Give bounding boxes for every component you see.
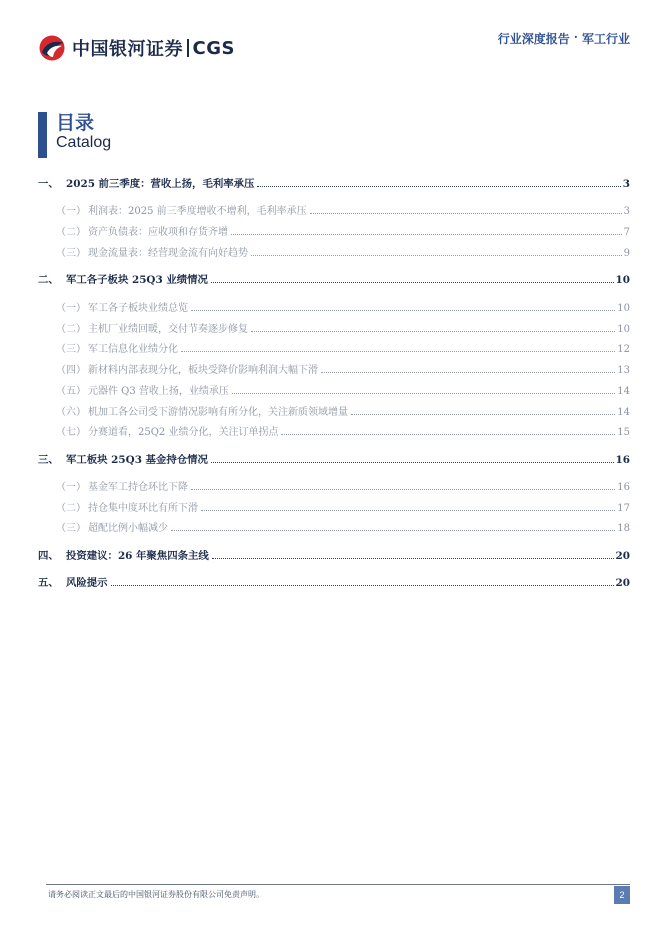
toc-entry[interactable]: [38, 244, 630, 259]
toc-entry-title: 持仓集中度环比有所下滑: [88, 503, 198, 514]
logo-text-cn: 中国银河证券: [72, 39, 183, 60]
toc-entry-title: 资产负债表：应收项和存货齐增: [88, 227, 228, 238]
toc-entry-title: 分赛道看，25Q2 业绩分化，关注订单拐点: [88, 427, 279, 438]
toc-dot-leader: [251, 331, 615, 332]
toc-entry[interactable]: [38, 361, 630, 376]
toc-entry[interactable]: [38, 547, 630, 562]
toc-entry[interactable]: [38, 175, 630, 190]
toc-entry-title: 军工各子板块 25Q3 业绩情况: [66, 274, 208, 286]
footer-disclaimer: 请务必阅读正文最后的中国银河证券股份有限公司免责声明。: [48, 890, 264, 899]
toc-entry-page: 18: [617, 523, 630, 534]
toc-entry-number: （三）: [56, 344, 86, 355]
toc-entry-title: 现金流量表：经营现金流有向好趋势: [88, 248, 248, 259]
toc-entry[interactable]: [38, 423, 630, 438]
toc-dot-leader: [201, 510, 615, 511]
toc-entry-number: （一）: [56, 206, 86, 217]
toc-entry[interactable]: [38, 271, 630, 286]
toc-entry-number: 五、: [38, 577, 59, 589]
toc-entry-title: 利润表：2025 前三季度增收不增利，毛利率承压: [88, 206, 307, 217]
toc-entry-page: 9: [623, 248, 630, 259]
toc-entry-number: （一）: [56, 482, 86, 493]
toc-dot-leader: [310, 213, 622, 214]
toc-entry-number: 一、: [38, 178, 59, 190]
toc-entry-page: 10: [617, 324, 630, 335]
toc-dot-leader: [171, 530, 615, 531]
toc-entry-page: 20: [615, 577, 630, 589]
footer-divider: [46, 884, 630, 885]
toc-entry-title: 军工信息化业绩分化: [88, 344, 178, 355]
toc-entry-title: 超配比例小幅减少: [88, 523, 168, 534]
toc-entry-title: 元器件 Q3 营收上扬，业绩承压: [88, 386, 229, 397]
toc-entry-page: 7: [623, 227, 630, 238]
toc-entry-page: 14: [617, 407, 630, 418]
industry-label: 军工行业: [581, 32, 630, 46]
toc-dot-leader: [111, 585, 614, 586]
toc-entry[interactable]: [38, 202, 630, 217]
toc-entry-page: 17: [617, 503, 630, 514]
toc-entry[interactable]: [38, 320, 630, 335]
toc-entry-page: 14: [617, 386, 630, 397]
toc-entry[interactable]: [38, 382, 630, 397]
header-separator: ·: [573, 30, 578, 44]
toc-entry-number: 二、: [38, 274, 59, 286]
toc-entry-title: 基金军工持仓环比下降: [88, 482, 188, 493]
toc-entry-title: 军工各子板块业绩总览: [88, 303, 188, 314]
toc-dot-leader: [191, 310, 615, 311]
report-type: 行业深度报告: [497, 32, 570, 46]
toc-accent-bar: [38, 112, 47, 158]
toc-dot-leader: [212, 558, 614, 559]
toc-dot-leader: [211, 462, 614, 463]
toc-entry-page: 13: [617, 365, 630, 376]
toc-entry-page: 16: [617, 482, 630, 493]
toc-entry-title: 新材料内部表现分化，板块受降价影响利润大幅下滑: [88, 365, 318, 376]
toc-entry[interactable]: [38, 340, 630, 355]
report-category: [498, 30, 630, 47]
toc-entry[interactable]: [38, 478, 630, 493]
toc-entry[interactable]: [38, 574, 630, 589]
toc-entry-number: （七）: [56, 427, 86, 438]
page-number: 2: [614, 886, 630, 904]
toc-dot-leader: [281, 434, 615, 435]
toc-entry-page: 3: [622, 178, 630, 190]
toc-dot-leader: [232, 393, 615, 394]
toc-entry-page: 10: [615, 274, 630, 286]
toc-entry-page: 3: [623, 206, 630, 217]
toc-entry-page: 20: [615, 550, 630, 562]
toc-entry-title: 机加工各公司受下游情况影响有所分化，关注新质领域增量: [88, 407, 348, 418]
toc-entry-number: 四、: [38, 550, 59, 562]
toc-entry[interactable]: [38, 519, 630, 534]
logo-divider: [187, 39, 189, 57]
toc-entry-number: 三、: [38, 454, 59, 466]
toc-title-en: Catalog: [56, 134, 112, 151]
toc-entry-number: （二）: [56, 227, 86, 238]
toc-dot-leader: [191, 489, 615, 490]
toc-entry-page: 10: [617, 303, 630, 314]
toc-entry[interactable]: [38, 499, 630, 514]
toc-entry[interactable]: [38, 451, 630, 466]
logo-text-en: CGS: [192, 37, 235, 59]
toc-entry[interactable]: [38, 299, 630, 314]
toc-dot-leader: [211, 282, 614, 283]
toc-entry-number: （一）: [56, 303, 86, 314]
toc-dot-leader: [251, 255, 622, 256]
toc-entry-title: 2025 前三季度：营收上扬，毛利率承压: [66, 178, 255, 190]
toc-entry-number: （二）: [56, 324, 86, 335]
toc-entry-title: 投资建议：26 年聚焦四条主线: [66, 550, 209, 562]
toc-entry-page: 15: [617, 427, 630, 438]
toc-entry-title: 军工板块 25Q3 基金持仓情况: [66, 454, 208, 466]
toc-entry[interactable]: [38, 223, 630, 238]
toc-dot-leader: [257, 186, 620, 187]
toc-entry-number: （二）: [56, 503, 86, 514]
toc-entry-number: （三）: [56, 523, 86, 534]
toc-title-cn: 目录: [56, 112, 95, 134]
toc-entry[interactable]: [38, 403, 630, 418]
toc-dot-leader: [321, 372, 615, 373]
toc-entry-number: （四）: [56, 365, 86, 376]
toc-dot-leader: [181, 351, 615, 352]
toc-entry-number: （三）: [56, 248, 86, 259]
toc-entry-title: 主机厂业绩回暖，交付节奏逐步修复: [88, 324, 248, 335]
toc-entry-number: （五）: [56, 386, 86, 397]
toc-entry-page: 12: [617, 344, 630, 355]
toc-entry-number: （六）: [56, 407, 86, 418]
toc-entry-page: 16: [615, 454, 630, 466]
toc-entry-title: 风险提示: [66, 577, 108, 589]
cgs-logo-icon: [38, 34, 68, 62]
company-logo: [38, 34, 235, 62]
toc-dot-leader: [231, 234, 622, 235]
toc-dot-leader: [351, 414, 615, 415]
